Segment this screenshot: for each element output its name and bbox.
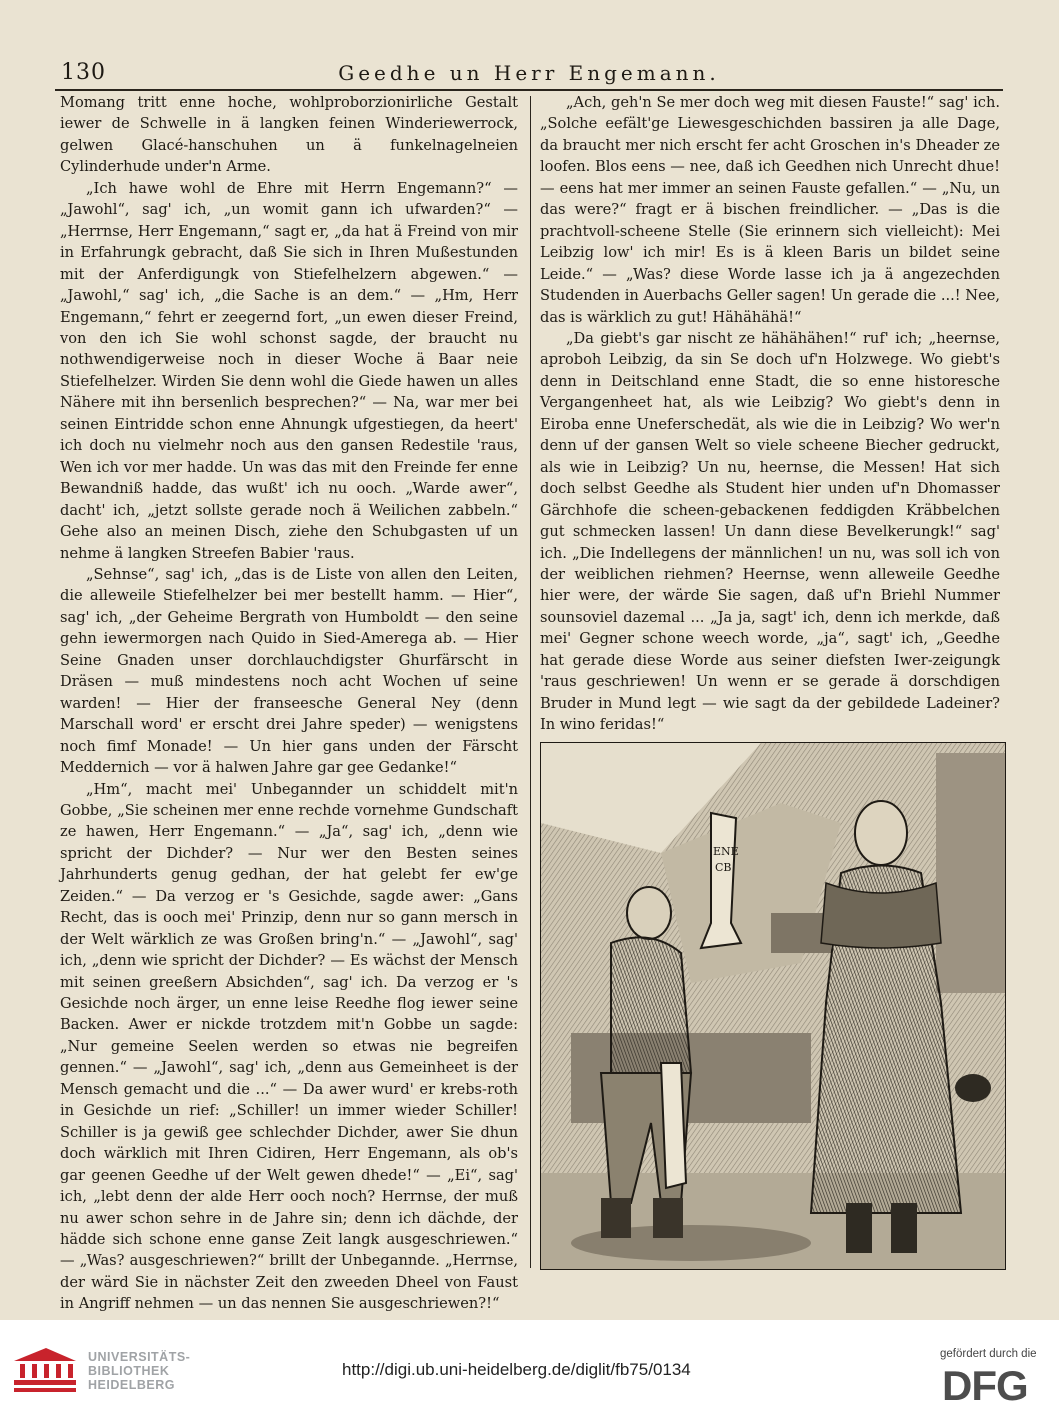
paragraph: „Ich hawe wohl de Ehre mit Herrn Engemann?“ — „Jawohl“, sag' ich, „un womit gann ich ufwarden?“ — „Herrnse, Herr Engemann,“ sagt er, „da hat ä Freind von mir in Erfahrungk gebracht, daß Sie sich in Ihren Mußestunden mit der Anferdigungk von Stiefelhelzern abgewen.“ — „Jawohl,“ sag' ich, „die Sache is an dem.“ — „Hm, Herr Engemann,“ fehrt er zeegernd fort, „un ewen dieser Freind, von den ich Sie wohl schonst sagde, der braucht nu nothwendigerweise noch in dieser Woche ä Baar neie Stiefelhelzer. Wirden Sie denn wohl die Giede hawen un alles Nähere mit ihn bersenlich besprechen?“ — Na, war mer bei seinen Eintridde schon enne Ahnungk ufgestiegen, da heert' ich doch nu vielmehr noch aus den gansen Redestile 'raus, Wen ich vor mer hadde. Un was das mit den Freinde fer enne Bewandniß hadde, das wußt' ich nu ooch. „Warde awer“, dacht' ich, „jetzt sollste gerade noch ä Weilichen zabbeln.“ Gehe also an meinen Disch, ziehe den Schubgasten uf un nehme ä langken Streefen Babier 'raus. — [60, 179, 518, 562]
running-title: Geedhe un Herr Engemann. — [338, 61, 720, 85]
chimney-wall — [936, 753, 1005, 993]
university-library-logo — [12, 1346, 82, 1396]
library-name-line: BIBLIOTHEK — [88, 1364, 170, 1378]
page-header — [55, 58, 1003, 88]
footer-bar — [0, 1320, 1059, 1413]
dfg-logo-text: DFG — [942, 1362, 1028, 1409]
engraving-svg — [541, 743, 1005, 1269]
header-rule — [55, 89, 1003, 91]
paragraph: „Da giebt's gar nischt ze hähähähen!“ ruf' ich; „heernse, aproboh Leibzig, da sin Se doch uf'n Holzwege. Wo giebt's denn in Deitschland enne Stadt, die so enne historesche Vergangenheet hat, als wie Leibzig? Wo giebt's denn in Eiroba enne Uneferschedät, als wie die in Leibzig? Wo wer'n denn uf der gansen Welt so viele scheene Biecher gedruckt, als wie in Leibzig? Un nu, heernse, die Messen! Hat sich doch selbst Geedhe als Student hier unden uf'n Dhomasser Gärchhofe die scheen-gebackenen feddigden Kräbbelchen gut schmecken lassen! Un dann diese Bevelkerungk!“ sag' ich. „Die Indellegens der männlichen! un nu, was soll ich von der weiblichen riehmen? Heernse, wenn alleweile Geedhe hier were, der wärde Sie sagen, daß uf'n Briehl Nummer sounsoviel dazemal ... „Ja ja, sagt' ich, denn ich merkde, daß mei' Gegner schone weech worde, „ja“, sagt' ich, „Geedhe hat gerade diese Worde aus seiner diefsten Iwer-zeigungk 'raus geschriewen! Un wenn er se gerade ä dorschdigen Bruder in Mund legt — wie sagt da der gebildede Ladeiner? In wino feridas!“ — [540, 329, 1000, 734]
library-name-line: HEIDELBERG — [88, 1378, 175, 1392]
right-text-column — [540, 92, 1000, 747]
library-name-line: UNIVERSITÄTS- — [88, 1350, 191, 1364]
paragraph: „Sehnse“, sag' ich, „das is de Liste von allen den Leiten, die alleweile Stiefelhelzer bei mer bestellt hamm. — Hier“, sag' ich, „der Geheime Bergrath von Humboldt — den seine gehn iewermorgen nach Quido in Sied-Amerega ab. — Hier Seine Gnaden unser dorchlauchdigster Ghurfärscht in Dräsen — muß mindestens noch acht Wochen uf seine warden! — Hier der franseesche General Ney (denn Marschall word' er erscht drei Jahre speder) — wenigstens noch fimf Monade! — Un hier gans unden der Färscht Meddernich — vor ä halwen Jahre gar gee Gedanke!“ — [60, 565, 518, 777]
library-name — [88, 1350, 190, 1392]
column-divider — [530, 96, 531, 1268]
engraving-illustration — [540, 742, 1006, 1270]
boot-tree-small — [661, 1063, 686, 1188]
funded-by-text: gefördert durch die — [940, 1348, 1037, 1360]
paragraph: Momang tritt enne hoche, wohlproborzionirliche Gestalt iewer de Schwelle in ä langken feinen Winderiewerrock, gelwen Glacé-hanschuhen un ä funkelnagelneien Cylinderhude under'n Arme. — [60, 94, 518, 176]
boot-tree-label: ENE — [713, 845, 739, 858]
top-hat — [955, 1074, 991, 1102]
dfg-logo — [942, 1362, 1047, 1409]
left-text-column — [60, 92, 518, 1313]
boot-tree-label: CB — [715, 861, 732, 874]
paragraph: „Hm“, macht mei' Unbegannder un schiddelt mit'n Gobbe, „Sie scheinen mer enne rechde vornehme Gundschaft ze hawen, Herr Engemann.“ — „Ja“, sag' ich, „denn wie spricht der Dichder? — Nur wer den Besten seines Jahrhunderts genug gedhan, der hat gelebt fer ew'ge Zeiden.“ — Da verzog er 's Gesichde, sagde awer: „Gans Recht, das is ooch mei' Prinzip, denn nur so gann mersch in der Welt wärklich ze was Großen bring'n.“ — „Jawohl“, sag' ich, „denn wie spricht der Dichder? — Es wächst der Mensch mit seinen greeßern Absichden“, sag' ich. Da verzog er 's Gesichde noch ärger, un enne leise Reedhe flog iewer seine Backen. Awer er nickde trotzdem mit'n Gobbe un sagde: „Nur gemeine Seelen werden so etwas nie begreifen gennen.“ — „Jawohl“, sag' ich, „denn aus Gemeinheet is der Mensch gemacht und die ...“ — Da awer wurd' er krebs-roth in Gesichde un rief: „Schiller! un immer wieder Schiller! Schiller is ja gewiß gee schlechder Dichder, awer Sie dhun doch wärklich mit Ihren Cidiren, Herr Engemann, als ob's gar geenen Geedhe uf der Welt gewen dhede!“ — „Ei“, sag' ich, „lebt denn der alde Herr ooch noch? Herrnse, der muß nu awer schon sehre in de Jahre sin; denn ich dächde, der hädde sich schone enne ganse Zeit langk ausgeschriewen.“ — „Was? ausgeschriewen?“ brillt der Unbegannde. „Herrnse, der wärd Sie in nächster Zeit den zweeden Dheel von Faust in Angriff nehmen — un das nennen Sie ausgeschriewen?!“ — [60, 780, 518, 1313]
page-number: 130 — [61, 60, 106, 85]
paragraph: „Ach, geh'n Se mer doch weg mit diesen Fauste!“ sag' ich. „Solche eefält'ge Liewesgeschichden bassiren ja alle Dage, da braucht mer nich erscht fer acht Groschen in's Dheader ze loofen. Blos eens — nee, daß ich Geedhen nich Unrecht dhue! — eens hat mer immer an seinen Fauste gefallen.“ — „Nu, un das were?“ fragt er ä bischen freindlicher. — „Das is die prachtvoll-scheene Stelle (Sie erinnern sich vielleicht): Mei Leibzig low' ich mir! Es is ä kleen Baris un bildet seine Leide.“ — „Was? diese Worde lasse ich ja ä angezechden Studenden in Auerbachs Geller sagen! Un gerade die ...! Nee, das is wärklich zu gut! Hähähähä!“ — [540, 94, 1000, 326]
source-url-link[interactable]: http://digi.ub.uni-heidelberg.de/diglit/fb75/0134 — [342, 1360, 691, 1379]
